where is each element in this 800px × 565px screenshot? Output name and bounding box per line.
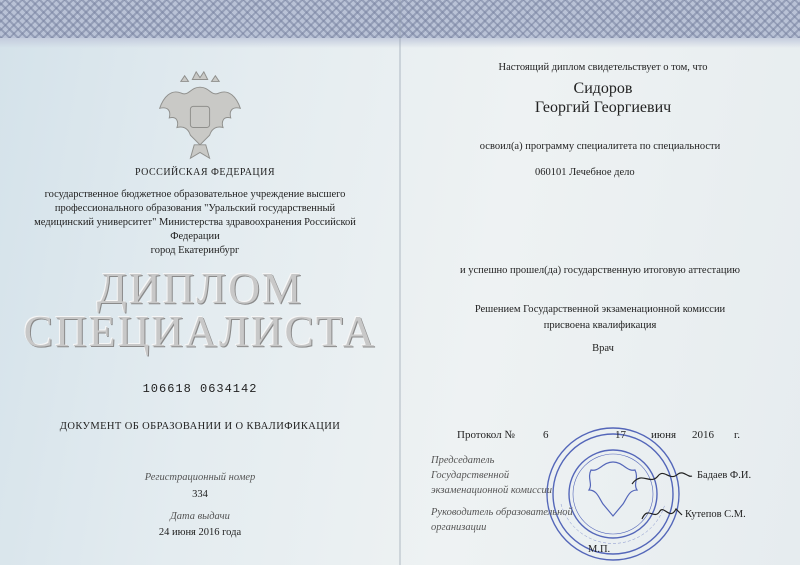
institution-city: город Екатеринбург <box>150 245 240 256</box>
institution-line-1: государственное бюджетное образовательное учреждение высшего <box>44 189 346 200</box>
head-signature <box>640 503 684 525</box>
institution-line-4: Федерации <box>170 231 220 242</box>
protocol-day: 17 <box>615 429 626 441</box>
protocol-number: 6 <box>543 429 549 441</box>
head-title-line-1: Руководитель образовательной <box>431 507 573 518</box>
protocol-year: 2016 <box>692 429 714 441</box>
page-fold <box>399 0 401 565</box>
diploma-number: 106618 0634142 <box>142 382 258 396</box>
protocol-year-suffix: г. <box>734 429 741 441</box>
chair-name: Бадаев Ф.И. <box>697 470 752 481</box>
commission-decision-line-1: Решением Государственной экзаменационной комиссии <box>474 304 726 315</box>
diploma-title-line-1: ДИПЛОМ <box>96 264 304 313</box>
graduate-name: Георгий Георгиевич <box>534 99 672 116</box>
institution-line-2: профессионального образования "Уральский государственный <box>54 203 336 214</box>
chair-signature <box>630 466 694 490</box>
attestation-statement: и успешно прошел(да) государственную итоговую аттестацию <box>460 265 740 276</box>
chair-title-line-3: экзаменационной комиссии <box>431 485 552 496</box>
protocol-label: Протокол № <box>457 429 515 441</box>
head-name: Кутепов С.М. <box>685 509 746 520</box>
seal-place-label: М.П. <box>588 544 611 555</box>
program-statement: освоил(а) программу специалитета по специальности <box>479 141 721 152</box>
intro-text: Настоящий диплом свидетельствует о том, что <box>498 62 708 73</box>
protocol-month: июня <box>651 429 677 441</box>
institution-line-3: медицинский университет" Министерства здравоохранения Российской <box>34 217 356 228</box>
qualification: Врач <box>592 343 614 354</box>
country-label: РОССИЙСКАЯ ФЕДЕРАЦИЯ <box>134 167 276 178</box>
chair-title-line-2: Государственной <box>431 470 510 481</box>
graduate-surname: Сидоров <box>573 80 633 97</box>
specialty: 060101 Лечебное дело <box>535 167 635 178</box>
diploma-title-line-2: СПЕЦИАЛИСТА <box>23 307 377 356</box>
registration-number: 334 <box>192 489 208 500</box>
registration-number-label: Регистрационный номер <box>144 472 256 483</box>
document-type-label: ДОКУМЕНТ ОБ ОБРАЗОВАНИИ И О КВАЛИФИКАЦИИ <box>59 421 341 432</box>
chair-title-line-1: Председатель <box>431 455 495 466</box>
head-title-line-2: организации <box>431 522 487 533</box>
commission-decision-line-2: присвоена квалификация <box>543 320 657 331</box>
coat-of-arms-emblem <box>152 68 248 164</box>
issue-date-label: Дата выдачи <box>170 511 230 522</box>
issue-date: 24 июня 2016 года <box>158 527 242 538</box>
seal-stamp <box>543 424 683 564</box>
